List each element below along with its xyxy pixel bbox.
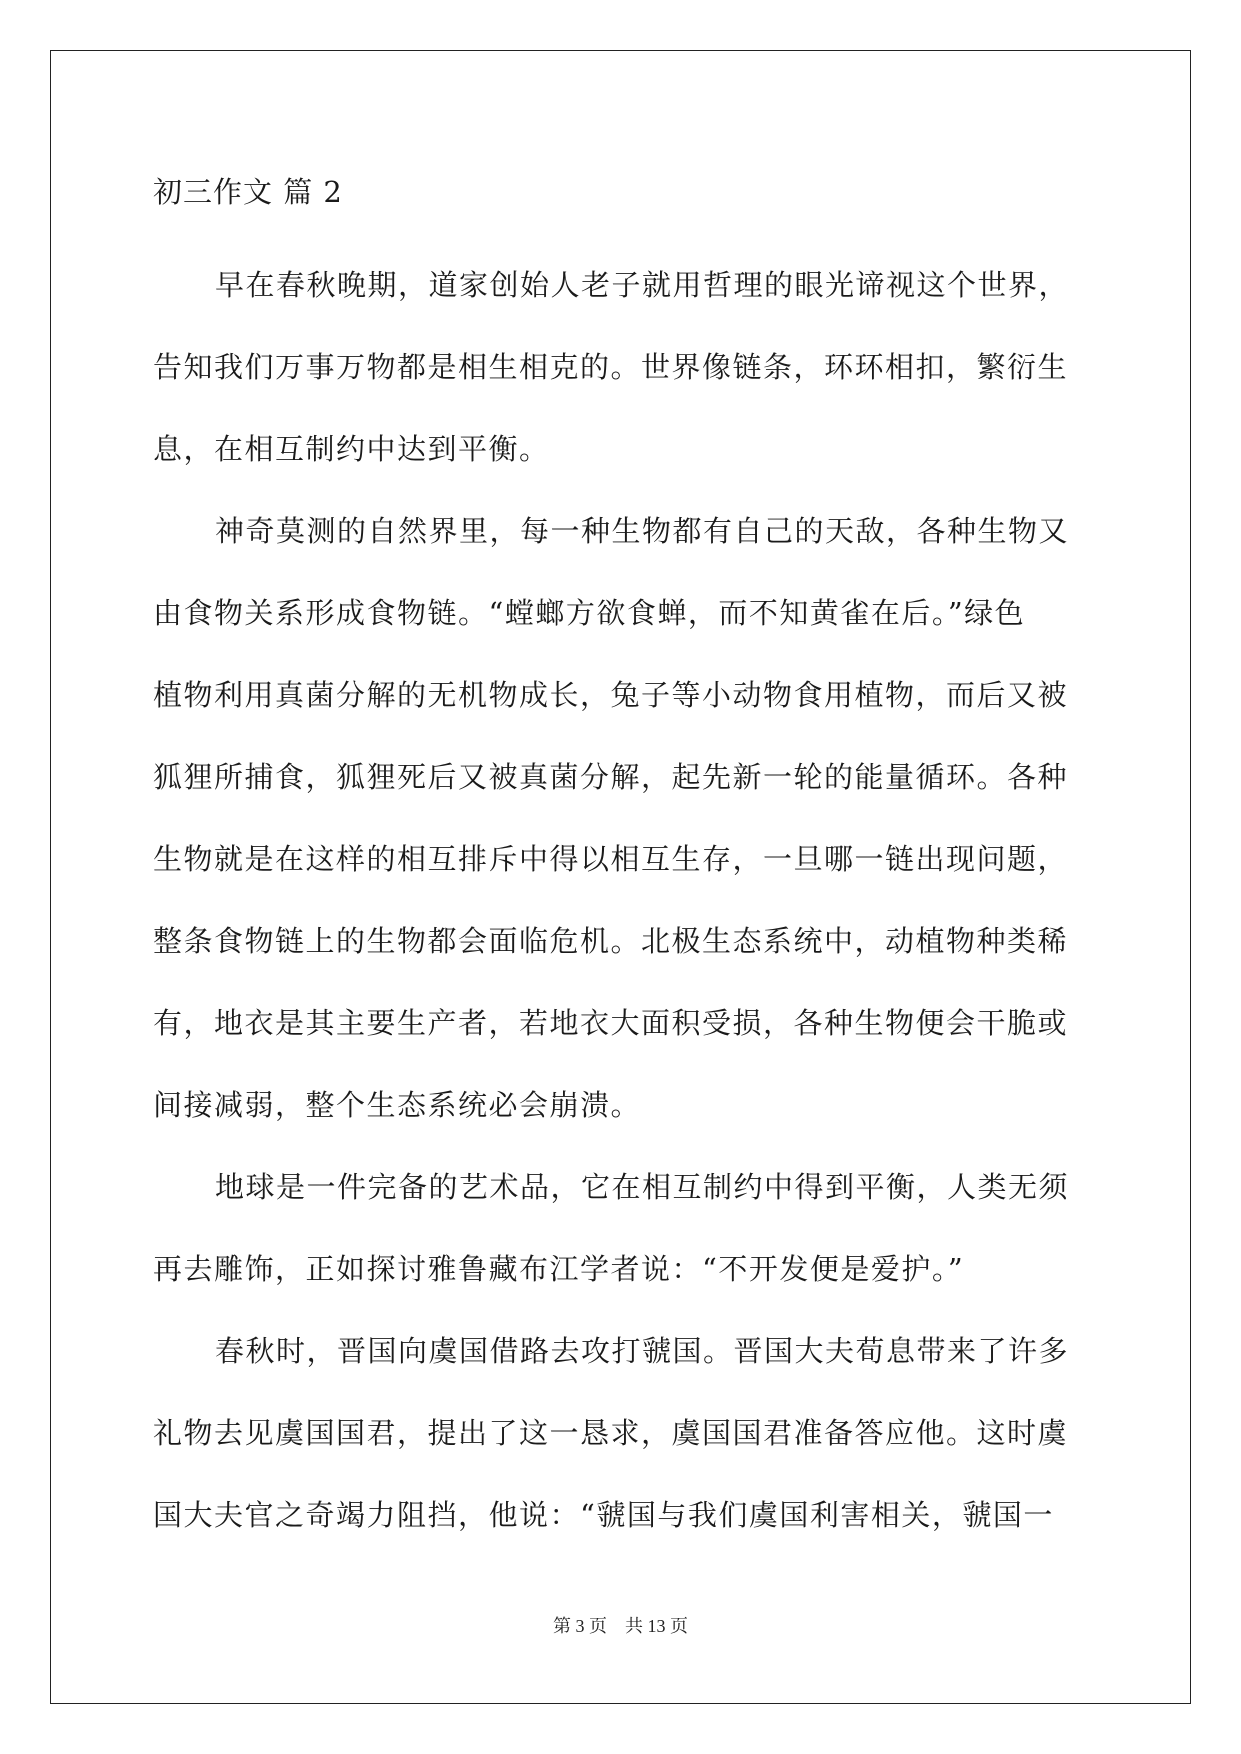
page-number-footer: 第 3 页 共 13 页 — [553, 1616, 688, 1636]
paragraph-line: 间接减弱，整个生态系统必会崩溃。 — [153, 1088, 642, 1122]
paragraph-line: 有，地衣是其主要生产者，若地衣大面积受损，各种生物便会干脆或 — [153, 1006, 1069, 1040]
paragraph-line: 生物就是在这样的相互排斥中得以相互生存，一旦哪一链出现问题， — [153, 842, 1069, 876]
paragraph-line: 再去雕饰，正如探讨雅鲁藏布江学者说：“不开发便是爱护。” — [153, 1252, 965, 1286]
paragraph-3 — [153, 1146, 1089, 1310]
paragraph-line: 由食物关系形成食物链。“螳螂方欲食蝉，而不知黄雀在后。”绿色 — [153, 596, 1026, 630]
section-heading: 初三作文 篇 2 — [153, 175, 343, 209]
paragraph-line: 狐狸所捕食，狐狸死后又被真菌分解，起先新一轮的能量循环。各种 — [153, 760, 1069, 794]
paragraph-line: 春秋时，晋国向虞国借路去攻打虢国。晋国大夫荀息带来了许多 — [215, 1334, 1070, 1368]
paragraph-4 — [153, 1310, 1089, 1556]
paragraph-line: 早在春秋晚期，道家创始人老子就用哲理的眼光谛视这个世界， — [215, 268, 1070, 302]
paragraph-line: 植物利用真菌分解的无机物成长，兔子等小动物食用植物，而后又被 — [153, 678, 1069, 712]
paragraph-line: 国大夫官之奇竭力阻挡，他说：“虢国与我们虞国利害相关，虢国一 — [153, 1498, 1054, 1532]
paragraph-1 — [153, 244, 1089, 490]
paragraph-2 — [153, 490, 1089, 1146]
paragraph-line: 整条食物链上的生物都会面临危机。北极生态系统中，动植物种类稀 — [153, 924, 1069, 958]
document-body — [153, 162, 1089, 1556]
paragraph-line: 息，在相互制约中达到平衡。 — [153, 432, 550, 466]
paragraph-line: 神奇莫测的自然界里，每一种生物都有自己的天敌，各种生物又 — [215, 514, 1070, 548]
paragraph-line: 告知我们万事万物都是相生相克的。世界像链条，环环相扣，繁衍生 — [153, 350, 1069, 384]
paragraph-line: 礼物去见虞国国君，提出了这一恳求，虞国国君准备答应他。这时虞 — [153, 1416, 1069, 1450]
paragraph-line: 地球是一件完备的艺术品，它在相互制约中得到平衡，人类无须 — [215, 1170, 1070, 1204]
